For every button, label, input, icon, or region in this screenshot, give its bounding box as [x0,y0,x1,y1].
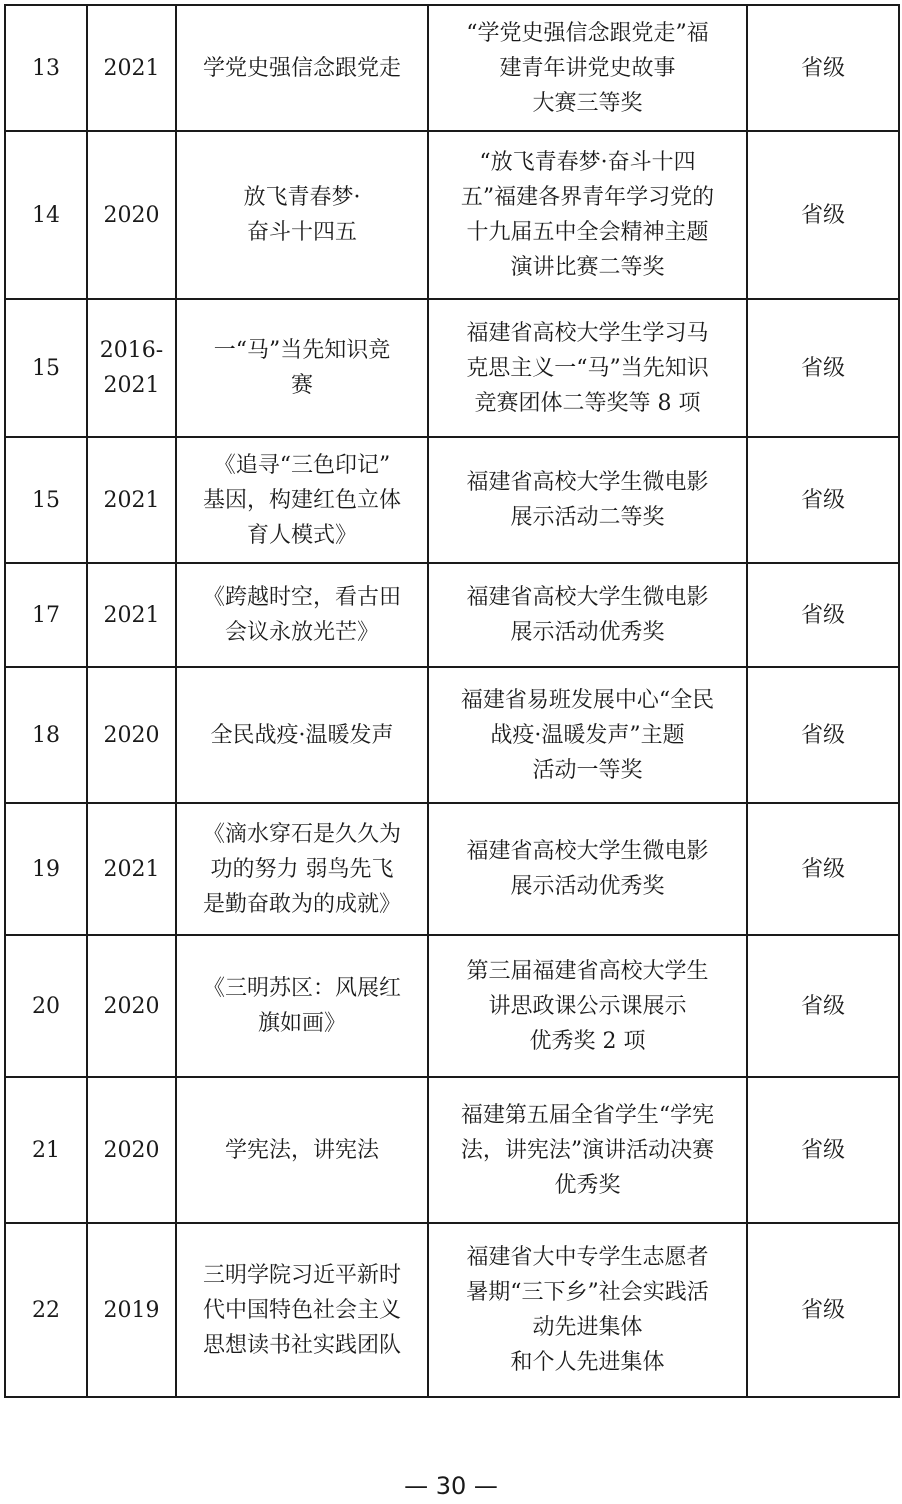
award-year: 2021 [87,803,176,935]
project-name: 学党史强信念跟党走 [176,5,428,131]
table-row [5,1077,899,1223]
award-year: 2021 [87,563,176,667]
award-description: 福建省易班发展中心“全民 战疫·温暖发声”主题 活动一等奖 [428,667,747,803]
project-name: 全民战疫·温暖发声 [176,667,428,803]
awards-table-body [5,5,899,1397]
award-description: 福建省大中专学生志愿者 暑期“三下乡”社会实践活 动先进集体 和个人先进集体 [428,1223,747,1397]
project-name: 《追寻“三色印记” 基因，构建红色立体 育人模式》 [176,437,428,563]
award-description: “放飞青春梦·奋斗十四 五”福建各界青年学习党的 十九届五中全会精神主题 演讲比赛二等奖 [428,131,747,299]
award-level: 省级 [747,131,899,299]
award-year: 2020 [87,1077,176,1223]
award-description: 福建省高校大学生微电影 展示活动优秀奖 [428,803,747,935]
table-row [5,667,899,803]
award-level: 省级 [747,437,899,563]
awards-table [4,4,900,1398]
award-level: 省级 [747,299,899,437]
award-year: 2016- 2021 [87,299,176,437]
award-level: 省级 [747,935,899,1077]
project-name: 《三明苏区：风展红 旗如画》 [176,935,428,1077]
row-number: 21 [5,1077,87,1223]
table-row [5,563,899,667]
award-description: 福建省高校大学生微电影 展示活动优秀奖 [428,563,747,667]
project-name: 放飞青春梦· 奋斗十四五 [176,131,428,299]
row-number: 19 [5,803,87,935]
award-description: 福建省高校大学生学习马 克思主义一“马”当先知识 竞赛团体二等奖等 8 项 [428,299,747,437]
award-level: 省级 [747,1077,899,1223]
table-row [5,803,899,935]
table-row [5,5,899,131]
project-name: 《跨越时空，看古田 会议永放光芒》 [176,563,428,667]
row-number: 13 [5,5,87,131]
award-level: 省级 [747,5,899,131]
award-year: 2021 [87,437,176,563]
row-number: 20 [5,935,87,1077]
page-number: — 30 — [404,1472,498,1500]
award-year: 2021 [87,5,176,131]
table-row [5,131,899,299]
project-name: 三明学院习近平新时 代中国特色社会主义 思想读书社实践团队 [176,1223,428,1397]
table-row [5,437,899,563]
project-name: 一“马”当先知识竞 赛 [176,299,428,437]
table-row [5,935,899,1077]
award-level: 省级 [747,667,899,803]
award-year: 2020 [87,935,176,1077]
award-description: 福建省高校大学生微电影 展示活动二等奖 [428,437,747,563]
table-row [5,299,899,437]
row-number: 15 [5,437,87,563]
row-number: 17 [5,563,87,667]
project-name: 学宪法，讲宪法 [176,1077,428,1223]
award-level: 省级 [747,563,899,667]
row-number: 18 [5,667,87,803]
row-number: 14 [5,131,87,299]
table-row [5,1223,899,1397]
award-description: “学党史强信念跟党走”福 建青年讲党史故事 大赛三等奖 [428,5,747,131]
award-level: 省级 [747,803,899,935]
award-level: 省级 [747,1223,899,1397]
row-number: 15 [5,299,87,437]
row-number: 22 [5,1223,87,1397]
project-name: 《滴水穿石是久久为 功的努力 弱鸟先飞 是勤奋敢为的成就》 [176,803,428,935]
award-description: 第三届福建省高校大学生 讲思政课公示课展示 优秀奖 2 项 [428,935,747,1077]
award-year: 2019 [87,1223,176,1397]
award-description: 福建第五届全省学生“学宪 法，讲宪法”演讲活动决赛 优秀奖 [428,1077,747,1223]
award-year: 2020 [87,131,176,299]
award-year: 2020 [87,667,176,803]
